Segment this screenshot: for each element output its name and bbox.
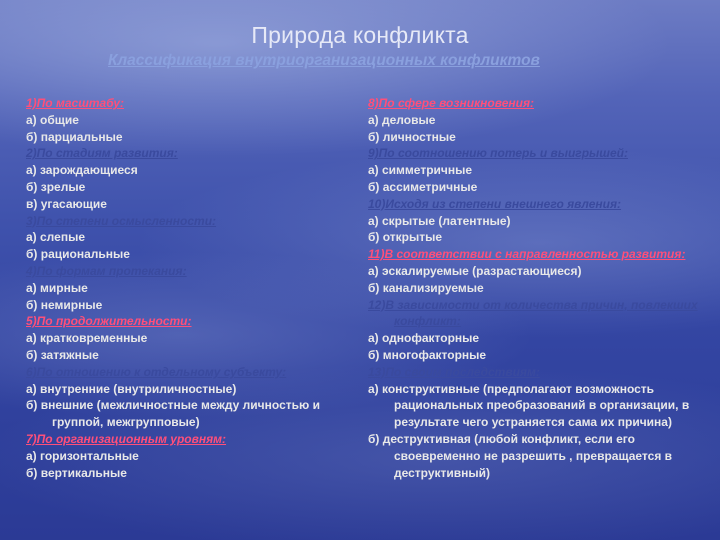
classification-heading: 10)Исходя из степени внешнего явления: bbox=[368, 196, 622, 211]
classification-item: б) деструктивная (любой конфликт, если его своевременно не разрешить , превращается в деструктивный) bbox=[368, 431, 673, 480]
classification-item: б) зрелые bbox=[26, 179, 86, 194]
slide-title: Природа конфликта bbox=[251, 22, 469, 48]
classification-item: б) личностные bbox=[368, 129, 456, 144]
classification-heading: 6)По отношению к отдельному субъекту: bbox=[26, 364, 287, 379]
classification-heading: 1)По масштабу: bbox=[26, 96, 125, 110]
classification-item: а) слепые bbox=[26, 230, 85, 245]
classification-item: б) открытые bbox=[368, 230, 443, 245]
classification-item: а) мирные bbox=[26, 280, 88, 295]
slide-subtitle: Классификация внутриорганизационных конфликтов bbox=[108, 52, 540, 69]
classification-heading: 5)По продолжительности: bbox=[26, 314, 192, 329]
classification-item: а) симметричные bbox=[368, 163, 473, 178]
classification-heading: 13)По своим последствиям: bbox=[368, 364, 540, 379]
classification-item: а) горизонтальные bbox=[26, 448, 139, 463]
classification-heading: 9)По соотношению потерь и выигрышей: bbox=[368, 146, 628, 161]
classification-item: а) внутренние (внутриличностные) bbox=[26, 381, 237, 396]
classification-heading: 4)По формам протекания: bbox=[26, 263, 187, 278]
classification-item: б) ассиметричные bbox=[368, 179, 478, 194]
classification-item: б) затяжные bbox=[26, 347, 99, 362]
right-column bbox=[368, 95, 708, 481]
classification-item: а) однофакторные bbox=[368, 331, 480, 346]
classification-item: а) зарождающиеся bbox=[26, 163, 138, 178]
classification-item: а) скрытые (латентные) bbox=[368, 213, 511, 228]
classification-heading: 12)В зависимости от количества причин, повлекших конфликт: bbox=[368, 297, 698, 329]
classification-item: б) рациональные bbox=[26, 247, 130, 262]
classification-item: б) канализируемые bbox=[368, 280, 484, 295]
left-column bbox=[26, 95, 346, 481]
classification-item: а) эскалируемые (разрастающиеся) bbox=[368, 263, 582, 278]
classification-item: в) угасающие bbox=[26, 196, 107, 211]
classification-item: а) общие bbox=[26, 112, 79, 127]
classification-heading: 11)В соответствии с направленностью развития: bbox=[368, 247, 686, 262]
classification-item: б) многофакторные bbox=[368, 347, 487, 362]
classification-heading: 8)По сфере возникновения: bbox=[368, 96, 535, 110]
classification-item: б) парциальные bbox=[26, 129, 123, 144]
classification-item: б) вертикальные bbox=[26, 465, 127, 480]
classification-item: а) кратковременные bbox=[26, 331, 148, 346]
classification-heading: 7)По организационным уровням: bbox=[26, 431, 227, 446]
classification-heading: 3)По степени осмысленности: bbox=[26, 213, 217, 228]
classification-heading: 2)По стадиям развития: bbox=[26, 146, 178, 161]
classification-item: б) внешние (межличностные между личностью и группой, межгрупповые) bbox=[26, 398, 320, 430]
classification-item: а) конструктивные (предполагают возможность рациональных преобразований в организации, в результате чего устраняется сама их причина) bbox=[368, 381, 690, 430]
classification-item: б) немирные bbox=[26, 297, 103, 312]
classification-item: а) деловые bbox=[368, 112, 436, 127]
